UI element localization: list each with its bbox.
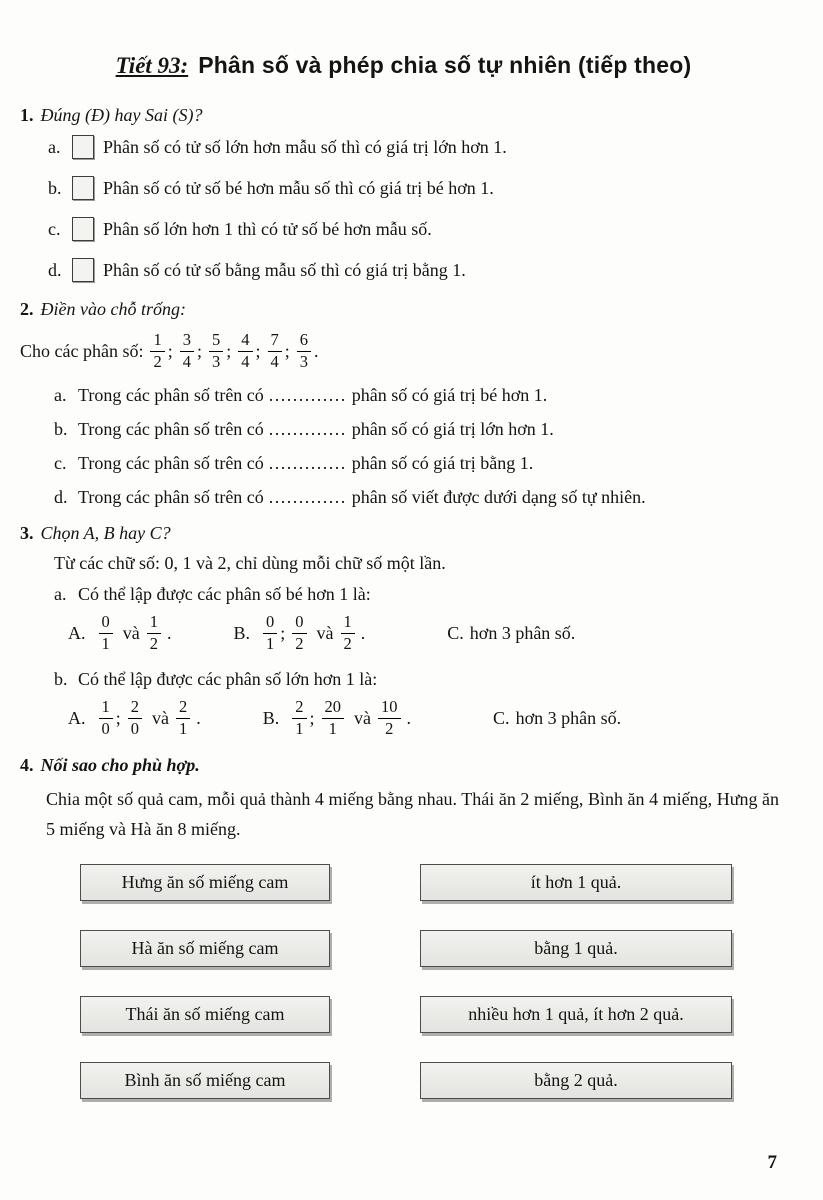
lesson-title: Phân số và phép chia số tự nhiên (tiếp theo) <box>198 52 692 78</box>
end-mark: . <box>360 622 366 643</box>
separator: ; <box>115 707 121 728</box>
fraction-list <box>20 329 787 373</box>
separator: ; <box>255 340 261 361</box>
fraction: $\frac{10}{2}$ <box>378 698 401 738</box>
option-label: A. <box>68 707 86 728</box>
question-number: 1. <box>20 105 34 125</box>
fraction: $\frac{1}{0}$ <box>99 698 113 738</box>
answer-box-c[interactable] <box>72 217 94 241</box>
option-3b-C[interactable] <box>493 708 621 729</box>
answer-box-a[interactable] <box>72 135 94 159</box>
page-number: 7 <box>767 1152 777 1173</box>
q3a-options <box>68 611 787 655</box>
question-prompt: Chọn A, B hay C? <box>40 523 171 543</box>
item-letter: c. <box>54 453 67 473</box>
item-letter: a. <box>54 584 67 604</box>
blank-line[interactable]: ............. <box>268 453 347 473</box>
option-3a-C[interactable] <box>447 623 575 644</box>
match-left-4[interactable]: Bình ăn số miếng cam <box>80 1062 330 1099</box>
fraction: $\frac{7}{4}$ <box>268 331 282 371</box>
item-text-before: Trong các phân số trên có <box>78 453 264 473</box>
item-letter: b. <box>48 177 62 198</box>
question-number: 4. <box>20 755 34 775</box>
question-number: 2. <box>20 299 34 319</box>
question-2-head <box>20 299 787 320</box>
q2-item-b <box>54 419 787 440</box>
option-label: B. <box>262 707 280 728</box>
item-text-before: Trong các phân số trên có <box>78 385 264 405</box>
q3b-options <box>68 696 787 740</box>
q1-item-b <box>48 176 787 200</box>
match-left-3[interactable]: Thái ăn số miếng cam <box>80 996 330 1033</box>
q3-sub-a <box>54 584 787 605</box>
fraction: $\frac{1}{2}$ <box>341 613 355 653</box>
item-text: Phân số có tử số bằng mẫu số thì có giá trị bằng 1. <box>103 259 466 280</box>
option-text: hơn 3 phân số. <box>515 707 622 728</box>
question-4 <box>20 755 787 1099</box>
fraction: $\frac{2}{1}$ <box>176 698 190 738</box>
item-letter: b. <box>54 419 68 439</box>
conjunction: và <box>152 707 170 728</box>
match-right-1[interactable]: ít hơn 1 quả. <box>420 864 732 901</box>
item-text-after: phân số có giá trị lớn hơn 1. <box>351 419 554 439</box>
blank-line[interactable]: ............. <box>268 419 347 439</box>
fraction: $\frac{0}{1}$ <box>263 613 277 653</box>
end-mark: . <box>406 707 412 728</box>
page-title <box>20 52 787 79</box>
fraction-list-intro: Cho các phân số: <box>20 340 144 361</box>
q3-sub-b <box>54 669 787 690</box>
question-3-head <box>20 523 787 544</box>
question-4-head <box>20 755 787 776</box>
item-text-before: Trong các phân số trên có <box>78 419 264 439</box>
conjunction: và <box>122 622 140 643</box>
item-letter: d. <box>54 487 68 507</box>
item-letter: a. <box>54 385 67 405</box>
question-prompt: Điền vào chỗ trống: <box>40 299 186 319</box>
blank-line[interactable]: ............. <box>268 487 347 507</box>
match-right-4[interactable]: bằng 2 quả. <box>420 1062 732 1099</box>
item-text-before: Trong các phân số trên có <box>78 487 264 507</box>
match-right-2[interactable]: bằng 1 quả. <box>420 930 732 967</box>
fraction: $\frac{0}{1}$ <box>99 613 113 653</box>
question-1-head <box>20 105 787 126</box>
item-letter: c. <box>48 218 61 239</box>
blank-line[interactable]: ............. <box>268 385 347 405</box>
item-letter: a. <box>48 136 61 157</box>
q2-item-c <box>54 453 787 474</box>
item-text-after: phân số có giá trị bằng 1. <box>351 453 534 473</box>
question-prompt: Đúng (Đ) hay Sai (S)? <box>40 105 203 125</box>
separator: ; <box>284 340 290 361</box>
option-3b-A[interactable] <box>68 698 201 738</box>
conjunction: và <box>316 622 334 643</box>
match-right-3[interactable]: nhiều hơn 1 quả, ít hơn 2 quả. <box>420 996 732 1033</box>
option-3b-B[interactable] <box>263 698 411 738</box>
q2-item-d <box>54 487 787 508</box>
question-3 <box>20 523 787 740</box>
lesson-number-label: Tiết 93: <box>115 53 189 78</box>
option-label: C. <box>493 707 510 728</box>
option-label: A. <box>68 622 86 643</box>
sub-question-text: Có thể lập được các phân số bé hơn 1 là: <box>78 584 371 604</box>
item-letter: d. <box>48 259 62 280</box>
question-1 <box>20 105 787 282</box>
fraction: $\frac{1}{2}$ <box>147 613 161 653</box>
q1-item-c <box>48 217 787 241</box>
fraction: $\frac{0}{2}$ <box>292 613 306 653</box>
option-label: C. <box>447 622 464 643</box>
q2-item-a <box>54 385 787 406</box>
question-2 <box>20 299 787 508</box>
fraction: $\frac{3}{4}$ <box>180 331 194 371</box>
fraction: $\frac{2}{0}$ <box>128 698 142 738</box>
question-prompt: Nối sao cho phù hợp. <box>40 755 200 775</box>
fraction: $\frac{1}{2}$ <box>150 331 164 371</box>
answer-box-b[interactable] <box>72 176 94 200</box>
option-label: B. <box>233 622 251 643</box>
fraction: $\frac{5}{3}$ <box>209 331 223 371</box>
option-3a-A[interactable] <box>68 613 172 653</box>
option-text: hơn 3 phân số. <box>469 622 576 643</box>
item-text: Phân số có tử số bé hơn mẫu số thì có giá trị bé hơn 1. <box>103 177 494 198</box>
answer-box-d[interactable] <box>72 258 94 282</box>
end-mark: . <box>196 707 201 728</box>
q1-item-d <box>48 258 787 282</box>
matching-area <box>80 864 787 1099</box>
item-text-after: phân số viết được dưới dạng số tự nhiên. <box>351 487 646 507</box>
separator: ; <box>280 622 286 643</box>
fraction: $\frac{2}{1}$ <box>292 698 306 738</box>
end-mark: . <box>314 340 319 361</box>
end-mark: . <box>167 622 172 643</box>
separator: ; <box>309 707 315 728</box>
q1-item-a <box>48 135 787 159</box>
question-number: 3. <box>20 523 34 543</box>
conjunction: và <box>354 707 372 728</box>
item-letter: b. <box>54 669 68 689</box>
separator: ; <box>226 340 232 361</box>
match-left-2[interactable]: Hà ăn số miếng cam <box>80 930 330 967</box>
fraction: $\frac{20}{1}$ <box>322 698 345 738</box>
q3-intro: Từ các chữ số: 0, 1 và 2, chỉ dùng mỗi chữ số một lần. <box>54 553 446 573</box>
item-text: Phân số có tử số lớn hơn mẫu số thì có giá trị lớn hơn 1. <box>103 136 507 157</box>
match-left-1[interactable]: Hưng ăn số miếng cam <box>80 864 330 901</box>
option-3a-B[interactable] <box>234 613 366 653</box>
fraction: $\frac{4}{4}$ <box>238 331 252 371</box>
sub-question-text: Có thể lập được các phân số lớn hơn 1 là: <box>78 669 378 689</box>
separator: ; <box>196 340 202 361</box>
fraction: $\frac{6}{3}$ <box>297 331 311 371</box>
separator: ; <box>167 340 173 361</box>
item-text-after: phân số có giá trị bé hơn 1. <box>351 385 548 405</box>
q4-paragraph: Chia một số quả cam, mỗi quả thành 4 miếng bằng nhau. Thái ăn 2 miếng, Bình ăn 4 miếng, Hưng ăn 5 miếng và Hà ăn 8 miếng. <box>46 789 779 839</box>
item-text: Phân số lớn hơn 1 thì có tử số bé hơn mẫu số. <box>103 218 432 239</box>
